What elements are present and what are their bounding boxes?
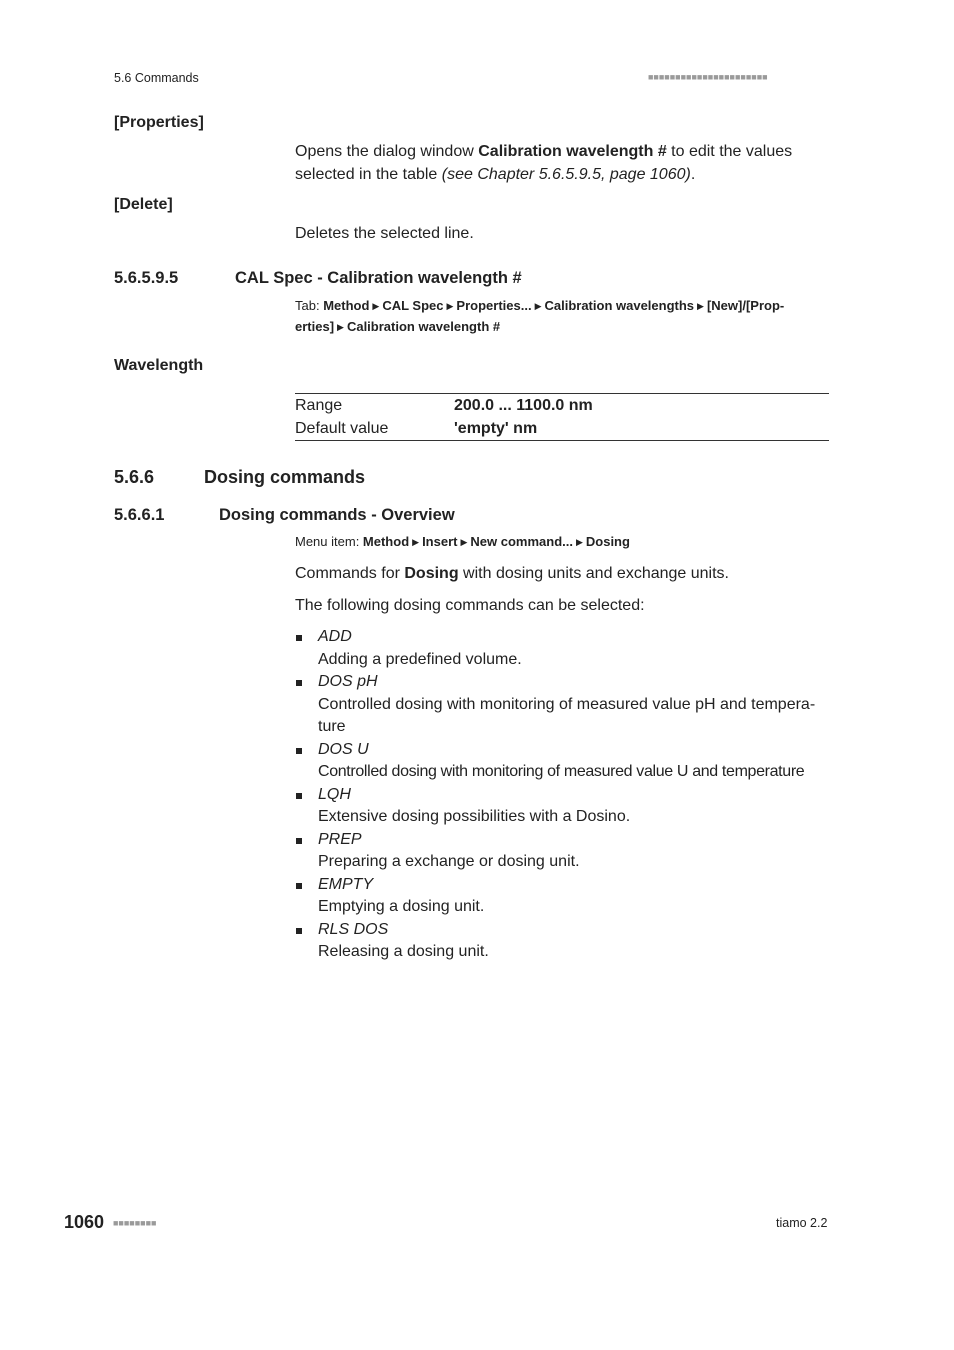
list-item: [295, 874, 835, 919]
path-arrow-icon: ▶: [337, 322, 344, 332]
path-arrow-icon: ▶: [460, 537, 468, 547]
default-value-label: Default value: [295, 419, 389, 437]
cross-reference-link[interactable]: (see Chapter 5.6.5.9.5, page 1060): [441, 166, 691, 183]
command-name: ADD: [318, 628, 352, 645]
bullet-icon: [296, 928, 302, 934]
delete-term: [Delete]: [114, 196, 173, 213]
section-number-566: 5.6.6: [114, 467, 155, 487]
path-arrow-icon: ▶: [575, 537, 583, 547]
command-description: Extensive dosing possibilities with a Dosino.: [318, 808, 631, 825]
command-description: Emptying a dosing unit.: [318, 898, 485, 915]
list-item: [295, 671, 835, 739]
table-row: [295, 417, 829, 440]
default-value-value: 'empty' nm: [454, 419, 538, 437]
section-title-5695: CAL Spec - Calibration wavelength #: [235, 269, 522, 287]
list-item: [295, 739, 835, 784]
path-arrow-icon: ▶: [412, 537, 420, 547]
wavelength-properties-table: [295, 393, 829, 441]
range-label: Range: [295, 396, 343, 414]
menu-path: Menu item: Method ▶ Insert ▶ New command... ▶ Dosing: [295, 534, 630, 549]
running-header-section: 5.6 Commands: [114, 71, 199, 85]
bullet-icon: [296, 635, 302, 641]
section-number-5695: 5.6.5.9.5: [114, 269, 179, 287]
command-name: DOS U: [318, 740, 369, 758]
command-name: RLS DOS: [318, 920, 389, 938]
command-description: Controlled dosing with monitoring of measured value pH and tempera-ture: [318, 695, 816, 735]
command-name: PREP: [318, 830, 362, 848]
section-number-5661: 5.6.6.1: [114, 506, 165, 524]
list-item: [295, 626, 835, 671]
path-arrow-icon: ▶: [446, 301, 454, 311]
tab-path: Tab: Method ▶ CAL Spec ▶ Properties... ▶ Calibration wavelengths ▶ [New]/[Prop-erties] ▶ Calibration wavelength #: [295, 298, 785, 334]
section-title-5661: Dosing commands - Overview: [219, 506, 455, 524]
footer-decoration: ■■■■■■■■: [113, 1218, 157, 1228]
dialog-name: Calibration wavelength #: [478, 143, 667, 160]
table-row: [295, 394, 829, 417]
wavelength-term: Wavelength: [114, 357, 204, 374]
delete-description: Deletes the selected line.: [295, 225, 474, 242]
bullet-icon: [296, 680, 302, 686]
bullet-icon: [296, 748, 302, 754]
properties-description: Opens the dialog window Calibration wavelength # to edit the values selected in the table (see Chapter 5.6.5.9.5, page 1060).: [295, 143, 793, 183]
path-arrow-icon: ▶: [697, 301, 704, 311]
list-intro: The following dosing commands can be selected:: [295, 597, 645, 614]
command-name: EMPTY: [318, 875, 374, 893]
command-name: LQH: [318, 785, 351, 803]
header-decoration: ■■■■■■■■■■■■■■■■■■■■■■: [648, 72, 768, 82]
bullet-icon: [296, 793, 302, 799]
range-value: 200.0 ... 1100.0 nm: [454, 396, 593, 414]
list-item: [295, 784, 835, 829]
command-name: DOS pH: [318, 673, 378, 690]
dosing-command-list: [295, 626, 835, 964]
command-description: Controlled dosing with monitoring of measured value U and temperature: [318, 763, 805, 780]
section-title-566: Dosing commands: [204, 467, 366, 487]
page-number: 1060: [64, 1212, 105, 1232]
command-description: Preparing a exchange or dosing unit.: [318, 853, 580, 870]
command-description: Adding a predefined volume.: [318, 650, 522, 668]
properties-term: [Properties]: [114, 114, 204, 131]
product-name: tiamo 2.2: [776, 1216, 828, 1230]
dosing-intro: Commands for Dosing with dosing units and exchange units.: [295, 565, 729, 582]
path-arrow-icon: ▶: [372, 301, 380, 311]
path-arrow-icon: ▶: [534, 301, 542, 311]
command-description: Releasing a dosing unit.: [318, 943, 489, 960]
list-item: [295, 919, 835, 964]
bullet-icon: [296, 883, 302, 889]
list-item: [295, 829, 835, 874]
bullet-icon: [296, 838, 302, 844]
